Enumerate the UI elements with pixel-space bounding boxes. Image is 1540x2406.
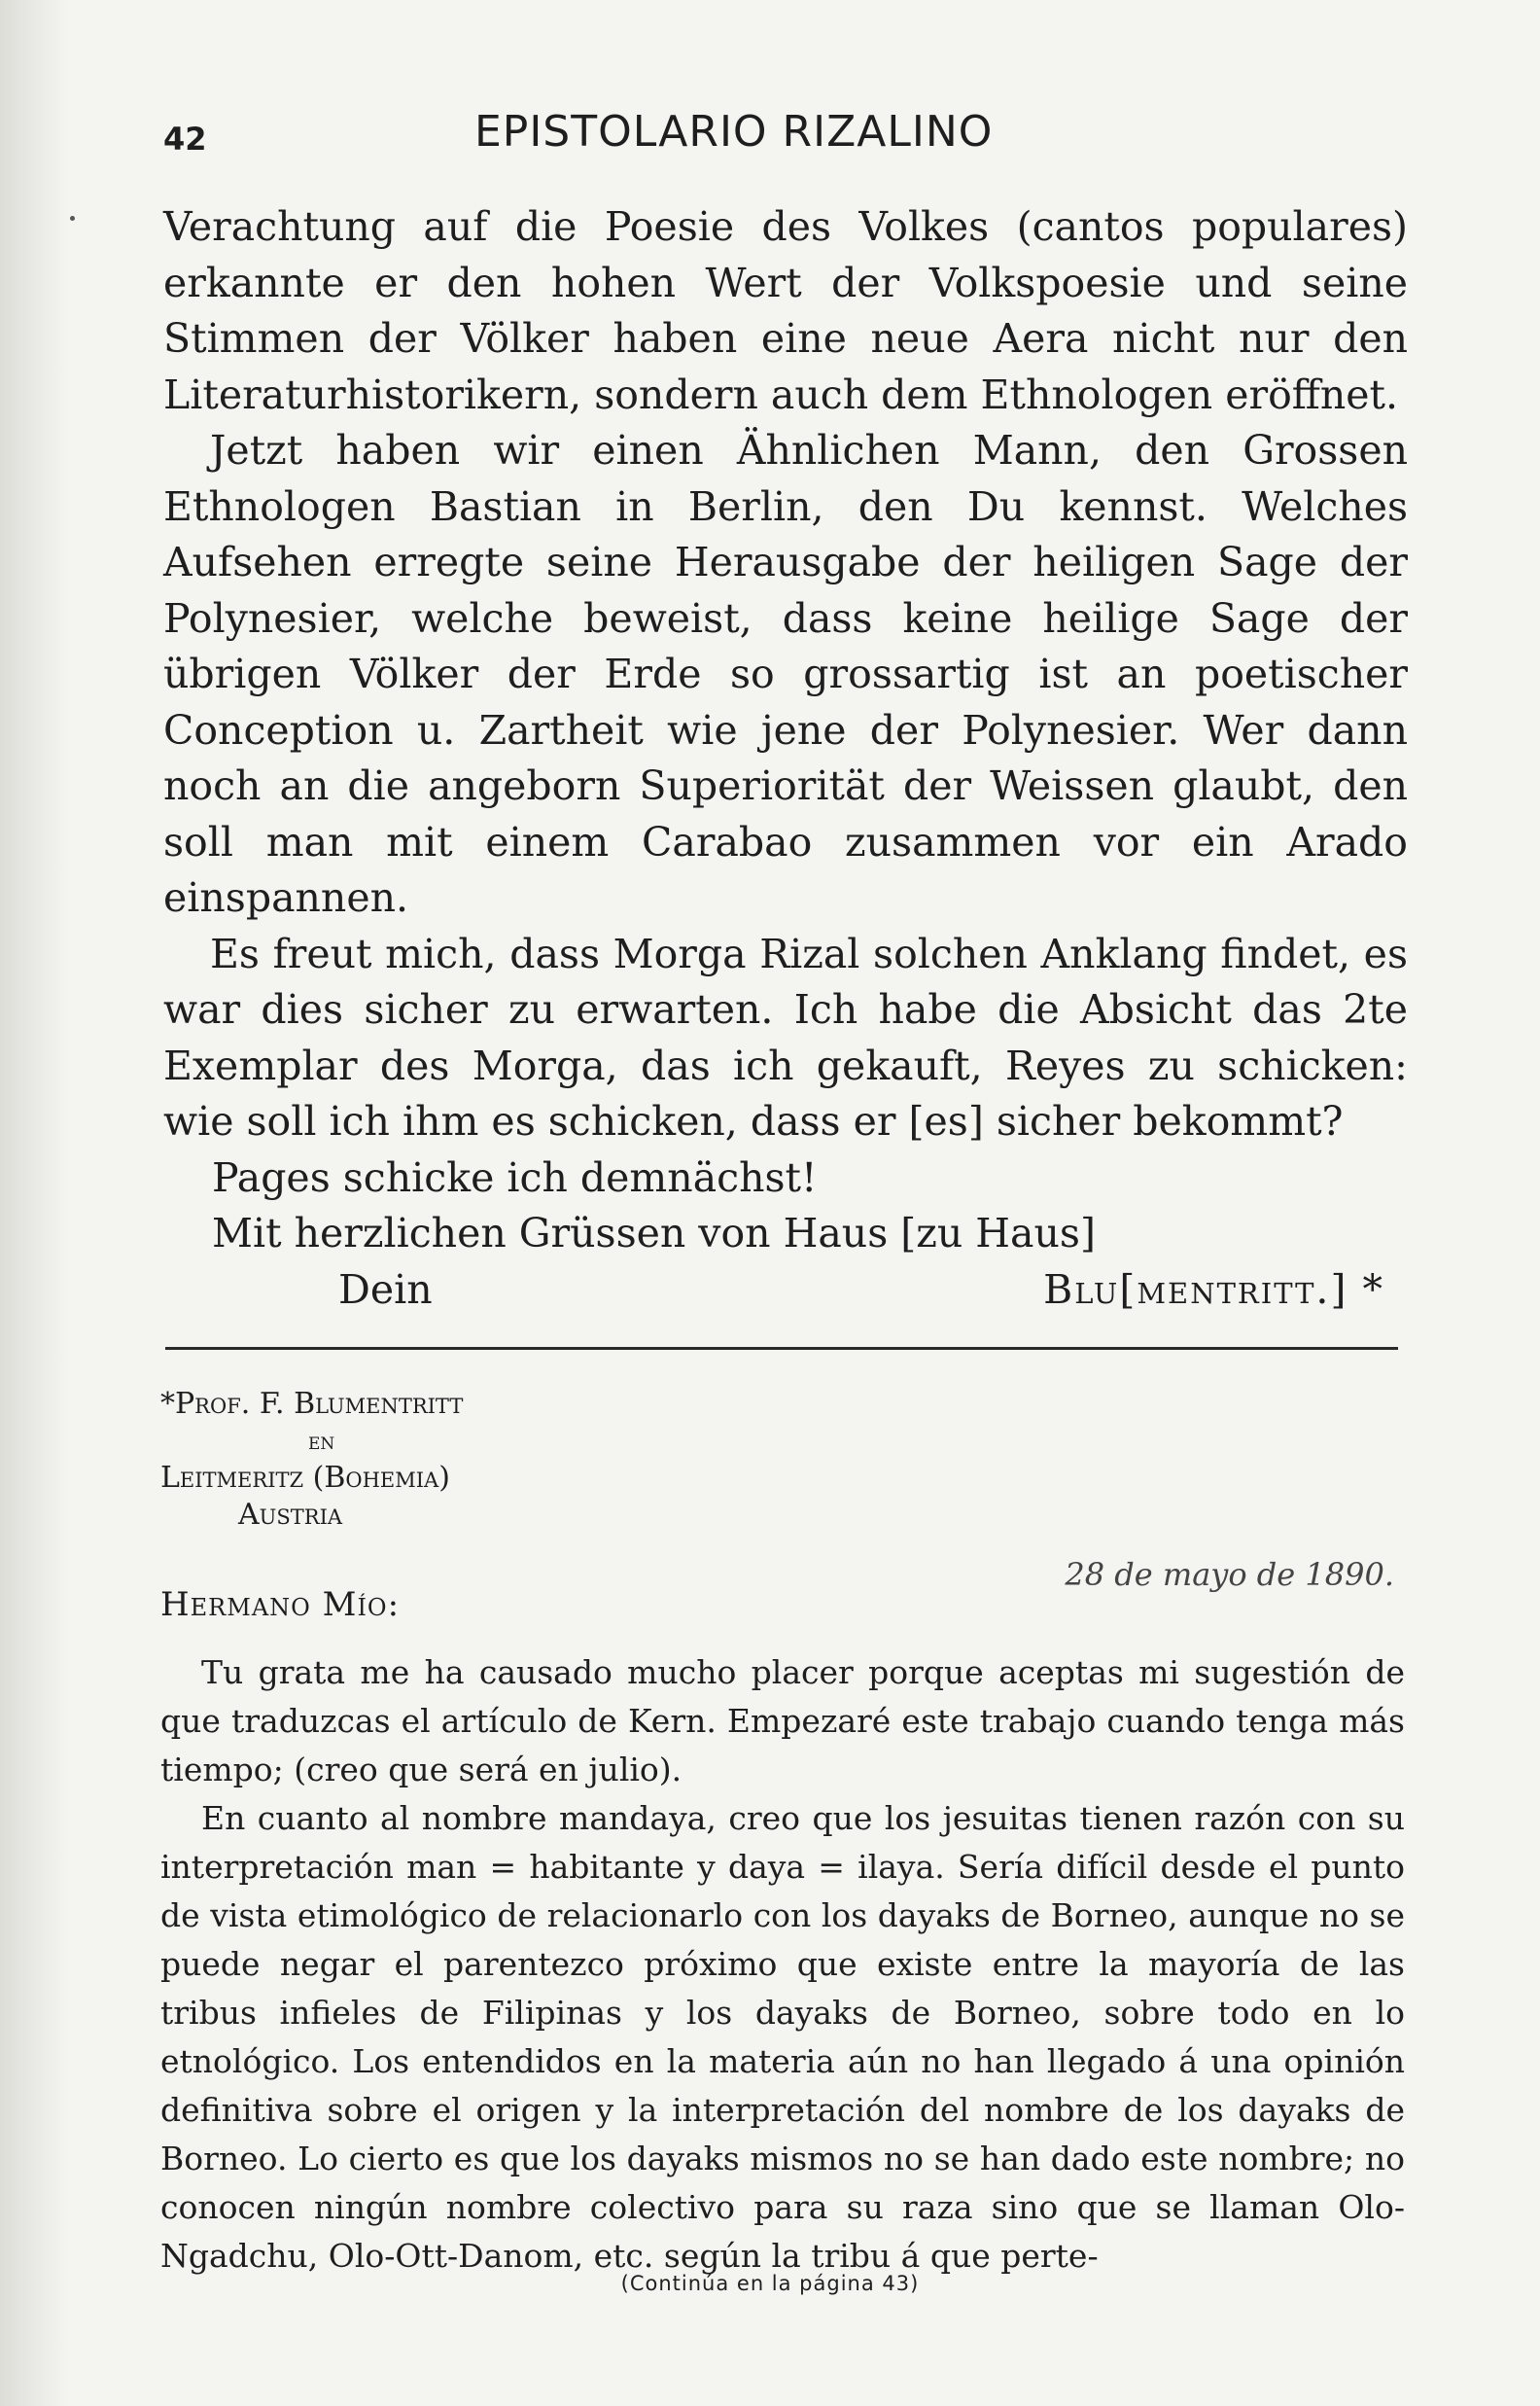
footnote-line-name: *Prof. F. Blumentritt <box>160 1387 464 1421</box>
letter-paragraph-3: Es freut mich, dass Morga Rizal solchen Anklang findet, es war dies sicher zu erwarten. Ich habe die Absicht das 2te Exemplar des Morga, das ich gekauft, Reyes zu schicken: wie soll ich ihm es schicken, dass er [es] sicher bekommt? <box>163 930 1408 1145</box>
running-title: EPISTOLARIO RIZALINO <box>474 107 994 157</box>
page-header <box>163 107 1408 165</box>
scan-speck <box>70 216 75 221</box>
reply-paragraph-2: En cuanto al nombre mandaya, creo que los jesuitas tienen razón con su interpretación man = habitante y daya = ilaya. Sería difícil desde el punto de vista etimológico de relacionarlo con los dayaks de Borneo, aunque no se puede negar el parentezco próximo que existe entre la mayoría de las tribus infieles de Filipinas y los dayaks de Borneo, sobre todo en lo etnológico. Los entendidos en la materia aún no han llegado á una opinión definitiva sobre el origen y la interpretación del nombre de los dayaks de Borneo. Lo cierto es que los dayaks mismos no se han dado este nombre; no conocen ningún nombre colectivo para su raza sino que se llaman Olo-Ngadchu, Olo-Ott-Danom, etc. según la tribu á que perte- <box>160 1799 1405 2275</box>
spanish-reply <box>160 1648 1405 2281</box>
section-divider <box>165 1347 1398 1350</box>
letter-closing-pages: Pages schicke ich demnächst! <box>212 1153 818 1201</box>
continued-note: (Continúa en la página 43) <box>620 2272 920 2295</box>
footnote-line-country: Austria <box>238 1498 343 1532</box>
scan-edge-shadow <box>0 0 68 2406</box>
page-number: 42 <box>163 121 207 158</box>
footnote-line-en: en <box>308 1428 335 1455</box>
reply-salutation: Hermano Mío: <box>160 1585 401 1624</box>
letter-closing-dein: Dein <box>338 1265 433 1313</box>
reply-paragraph-1: Tu grata me ha causado mucho placer porque aceptas mi sugestión de que traduzcas el artículo de Kern. Empezaré este trabajo cuando tenga más tiempo; (creo que será en julio). <box>160 1653 1405 1788</box>
letter-signature: Blu[mentritt.] * <box>1043 1266 1384 1313</box>
address-footnote <box>160 1386 744 1534</box>
letter-closing-greetings: Mit herzlichen Grüssen von Haus [zu Haus] <box>212 1210 1096 1256</box>
footnote-line-city: Leitmeritz (Bohemia) <box>160 1461 450 1495</box>
letter-paragraph-1: Verachtung auf die Poesie des Volkes (cantos populares) erkannte er den hohen Wert der Volkspoesie und seine Stimmen der Völker haben eine neue Aera nicht nur den Literaturhistorikern, sondern auch dem Ethnologen eröffnet. <box>163 203 1408 418</box>
letter-paragraph-2: Jetzt haben wir einen Ähnlichen Mann, den Grossen Ethnologen Bastian in Berlin, den Du kennst. Welches Aufsehen erregte seine Herausgabe der heiligen Sage der Polynesier, welche beweist, dass keine heilige Sage der übrigen Völker der Erde so grossartig ist an poetischer Conception u. Zartheit wie jene der Polynesier. Wer dann noch an die angeborn Superiorität der Weissen glaubt, den soll man mit einem Carabao zusammen vor ein Arado einspannen. <box>163 427 1408 921</box>
reply-date: 28 de mayo de 1890. <box>1065 1556 1394 1593</box>
german-letter <box>163 199 1408 1318</box>
